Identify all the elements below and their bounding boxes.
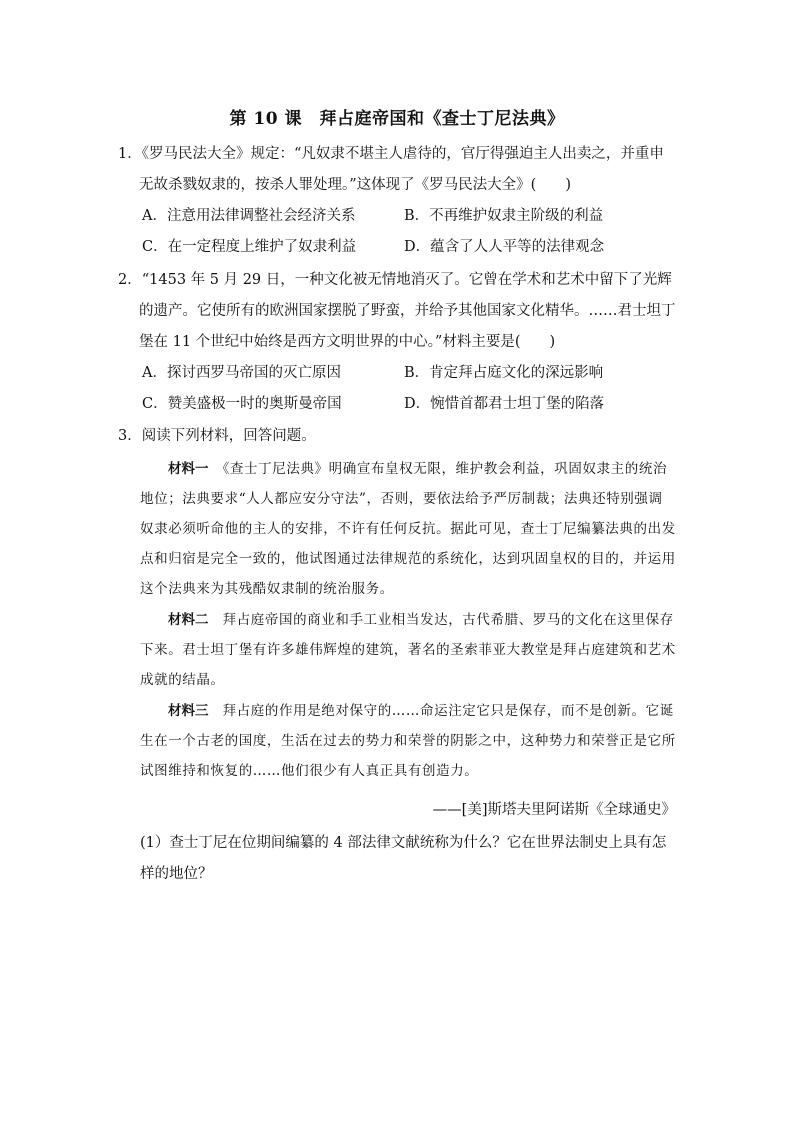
material-3 (140, 696, 676, 786)
material-2 (140, 605, 676, 695)
material-3-label: 材料三 (168, 703, 209, 719)
source-citation: ——[美]斯塔夫里阿诺斯《全球通史》 (432, 802, 676, 818)
material-1-label: 材料一 (168, 461, 209, 477)
question-2-options (118, 358, 678, 420)
question-2-stem: 2．“1453 年 5 月 29 日，一种文化被无情地消灭了。它曾在学术和艺术中留下了光辉的遗产。它使所有的欧洲国家摆脱了野蛮，并给予其他国家文化精华。……君士坦丁堡在 11 个世纪中始终是西方文明世界的中心。”材料主要是( ) (118, 272, 676, 350)
material-2-text: 拜占庭帝国的商业和手工业相当发达，古代希腊、罗马的文化在这里保存下来。君士坦丁堡有许多雄伟辉煌的建筑，著名的圣索菲亚大教堂是拜占庭建筑和艺术成就的结晶。 (140, 612, 676, 688)
option-b: B．不再维护奴隶主阶级的利益 (404, 208, 604, 224)
option-c: C．在一定程度上维护了奴隶利益 (142, 239, 357, 255)
material-2-label: 材料二 (168, 612, 209, 628)
material-1-text: 《查士丁尼法典》明确宣布皇权无限，维护教会利益，巩固奴隶主的统治地位；法典要求“人人都应安分守法”，否则，要依法给予严厉制裁；法典还特别强调奴隶必须听命他的主人的安排，不许有任何反抗。据此可见，查士丁尼编纂法典的出发点和归宿是完全一致的，他试图通过法律规范的系统化，达到巩固皇权的目的，并运用这个法典来为其残酷奴隶制的统治服务。 (140, 461, 676, 597)
question-1 (118, 139, 678, 263)
option-b: B．肯定拜占庭文化的深远影响 (404, 365, 604, 381)
option-c: C．赞美盛极一时的奥斯曼帝国 (142, 396, 342, 412)
material-1 (140, 454, 676, 604)
page-title: 第 10 课 拜占庭帝国和《查士丁尼法典》 (229, 109, 565, 129)
option-a: A．探讨西罗马帝国的灭亡原因 (142, 365, 341, 381)
question-1-stem: 1．《罗马民法大全》规定：“凡奴隶不堪主人虐待的，官厅得强迫主人出卖之，并重申无故杀戮奴隶的，按杀人罪处理。”这体现了《罗马民法大全》( ) (118, 146, 664, 193)
material-3-text: 拜占庭的作用是绝对保守的……命运注定它只是保存，而不是创新。它诞生在一个古老的国度，生活在过去的势力和荣誉的阴影之中，这种势力和荣誉正是它所试图维持和恢复的……他们很少有人真正具有创造力。 (140, 703, 676, 779)
question-1-options (118, 201, 678, 263)
question-3 (118, 421, 678, 452)
option-a: A．注意用法律调整社会经济关系 (142, 208, 356, 224)
question-2 (118, 265, 678, 420)
option-d: D．蕴含了人人平等的法律观念 (404, 239, 605, 255)
option-d: D．惋惜首都君士坦丁堡的陷落 (404, 396, 605, 412)
sub-question-1: (1）查士丁尼在位期间编纂的 4 部法律文献统称为什么？它在世界法制史上具有怎样的地位？ (140, 835, 667, 882)
materials (140, 454, 676, 787)
question-3-stem: 3．阅读下列材料，回答问题。 (118, 428, 316, 444)
